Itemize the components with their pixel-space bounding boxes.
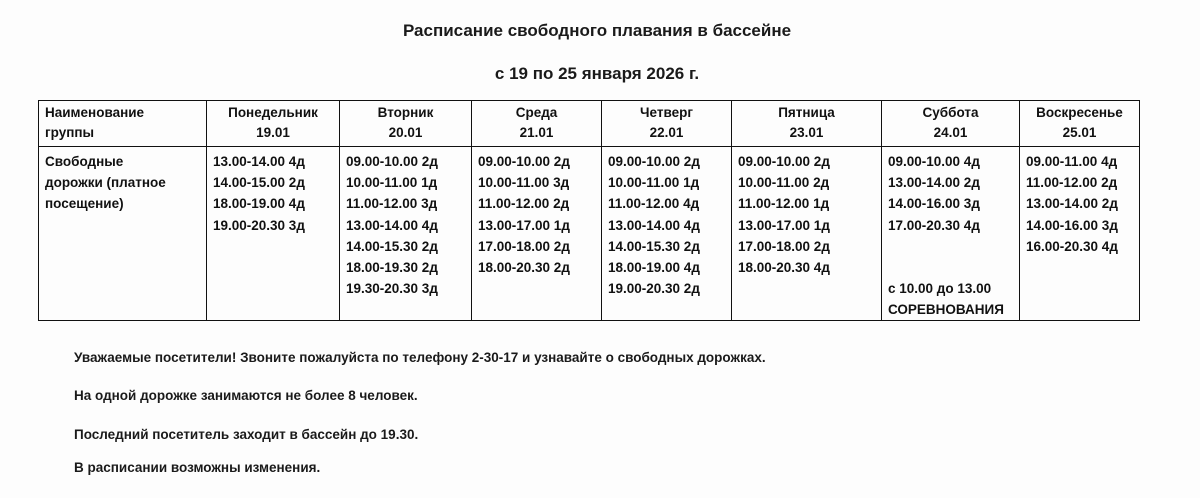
saturday-note bbox=[888, 278, 1019, 320]
day-name: Воскресенье bbox=[1036, 105, 1123, 120]
time-slot: 14.00-15.30 2д bbox=[346, 238, 438, 254]
time-slot: 17.00-18.00 2д bbox=[738, 238, 830, 254]
time-slot: 14.00-15.00 2д bbox=[213, 175, 305, 191]
day-name: Суббота bbox=[922, 105, 979, 120]
time-slot: 18.00-20.30 2д bbox=[478, 260, 570, 276]
time-slot: 17.00-20.30 4д bbox=[888, 217, 980, 233]
day-header-friday bbox=[732, 101, 882, 147]
time-slot: 11.00-12.00 2д bbox=[478, 196, 570, 212]
day-header-tuesday bbox=[340, 101, 472, 147]
day-date: 24.01 bbox=[933, 125, 968, 140]
note-call-phone: Уважаемые посетители! Звоните пожалуйста по телефону 2-30-17 и узнавайте о свободных дорожках. bbox=[74, 350, 766, 365]
slots-cell-tuesday bbox=[340, 147, 472, 321]
group-name-cell bbox=[39, 147, 207, 321]
date-range-subtitle: с 19 по 25 января 2026 г. bbox=[494, 64, 700, 83]
group-name-line: посещение) bbox=[45, 196, 124, 212]
time-slot: 14.00-15.30 2д bbox=[608, 238, 700, 254]
time-slot: 18.00-20.30 4д bbox=[738, 260, 830, 276]
time-slot: 14.00-16.00 3д bbox=[1026, 217, 1118, 233]
time-slot: 11.00-12.00 3д bbox=[346, 196, 438, 212]
day-header-thursday bbox=[602, 101, 732, 147]
day-name: Вторник bbox=[377, 105, 434, 120]
time-slot: 11.00-12.00 2д bbox=[1026, 175, 1118, 191]
day-header-saturday bbox=[882, 101, 1020, 147]
day-date: 23.01 bbox=[789, 125, 824, 140]
day-name: Среда bbox=[515, 105, 558, 120]
time-slot: 17.00-18.00 2д bbox=[478, 238, 570, 254]
time-slot: 10.00-11.00 2д bbox=[738, 175, 830, 191]
day-date: 19.01 bbox=[256, 125, 290, 140]
time-slot: 18.00-19.30 2д bbox=[346, 260, 438, 276]
time-slot: 11.00-12.00 4д bbox=[608, 196, 700, 212]
time-slot: 18.00-19.00 4д bbox=[608, 260, 700, 276]
day-name: Пятница bbox=[778, 105, 835, 120]
time-slot: 13.00-14.00 4д bbox=[213, 154, 305, 169]
time-slot: 11.00-12.00 1д bbox=[738, 196, 830, 212]
time-slot: 19.00-20.30 3д bbox=[213, 217, 305, 233]
slots-cell-wednesday bbox=[472, 147, 602, 321]
day-date: 25.01 bbox=[1062, 125, 1097, 140]
time-slot: 10.00-11.00 3д bbox=[478, 175, 570, 191]
note-lane-capacity: На одной дорожке занимаются не более 8 человек. bbox=[74, 388, 418, 403]
time-slot: 09.00-11.00 4д bbox=[1026, 154, 1118, 169]
day-header-monday bbox=[207, 101, 340, 147]
time-slot: 16.00-20.30 4д bbox=[1026, 238, 1118, 254]
time-slot: 13.00-14.00 2д bbox=[888, 175, 980, 191]
day-name: Понедельник bbox=[228, 105, 318, 120]
slots-cell-thursday bbox=[602, 147, 732, 321]
slots-cell-sunday bbox=[1020, 147, 1140, 321]
saturday-note-line: с 10.00 до 13.00 bbox=[888, 280, 992, 296]
time-slot: 10.00-11.00 1д bbox=[346, 175, 438, 191]
group-header-line2: группы bbox=[45, 125, 95, 140]
time-slot: 13.00-14.00 4д bbox=[346, 217, 438, 233]
group-name-line: дорожки (платное bbox=[45, 175, 166, 191]
group-name-line: Свободные bbox=[45, 154, 124, 169]
time-slot: 09.00-10.00 2д bbox=[346, 154, 438, 169]
time-slot: 09.00-10.00 2д bbox=[478, 154, 570, 169]
time-slot: 19.00-20.30 2д bbox=[608, 281, 700, 297]
day-name: Четверг bbox=[640, 105, 693, 120]
slots-cell-monday bbox=[207, 147, 340, 321]
spacer bbox=[888, 236, 1019, 257]
time-slot: 13.00-17.00 1д bbox=[738, 217, 830, 233]
time-slot: 19.30-20.30 3д bbox=[346, 281, 438, 297]
day-date: 21.01 bbox=[519, 125, 554, 140]
slots-cell-saturday bbox=[882, 147, 1020, 321]
saturday-note-line: СОРЕВНОВАНИЯ bbox=[888, 301, 1004, 317]
time-slot: 10.00-11.00 1д bbox=[608, 175, 700, 191]
page-title: Расписание свободного плавания в бассейне bbox=[402, 21, 792, 40]
day-date: 22.01 bbox=[649, 125, 684, 140]
note-last-entry: Последний посетитель заходит в бассейн до 19.30. bbox=[74, 427, 419, 442]
note-changes-possible: В расписании возможны изменения. bbox=[74, 460, 321, 475]
time-slot: 13.00-14.00 2д bbox=[1026, 196, 1118, 212]
schedule-table bbox=[38, 100, 1140, 321]
slots-cell-friday bbox=[732, 147, 882, 321]
day-date: 20.01 bbox=[388, 125, 423, 140]
group-header-line1: Наименование bbox=[45, 105, 145, 120]
time-slot: 18.00-19.00 4д bbox=[213, 196, 305, 212]
time-slot: 13.00-14.00 4д bbox=[608, 217, 700, 233]
group-column-header bbox=[39, 101, 207, 147]
time-slot: 13.00-17.00 1д bbox=[478, 217, 570, 233]
table-header-row bbox=[39, 101, 1140, 147]
time-slot: 14.00-16.00 3д bbox=[888, 196, 980, 212]
day-header-wednesday bbox=[472, 101, 602, 147]
time-slot: 09.00-10.00 4д bbox=[888, 154, 980, 169]
time-slot: 09.00-10.00 2д bbox=[738, 154, 830, 169]
table-row bbox=[39, 147, 1140, 321]
day-header-sunday bbox=[1020, 101, 1140, 147]
time-slot: 09.00-10.00 2д bbox=[608, 154, 700, 169]
